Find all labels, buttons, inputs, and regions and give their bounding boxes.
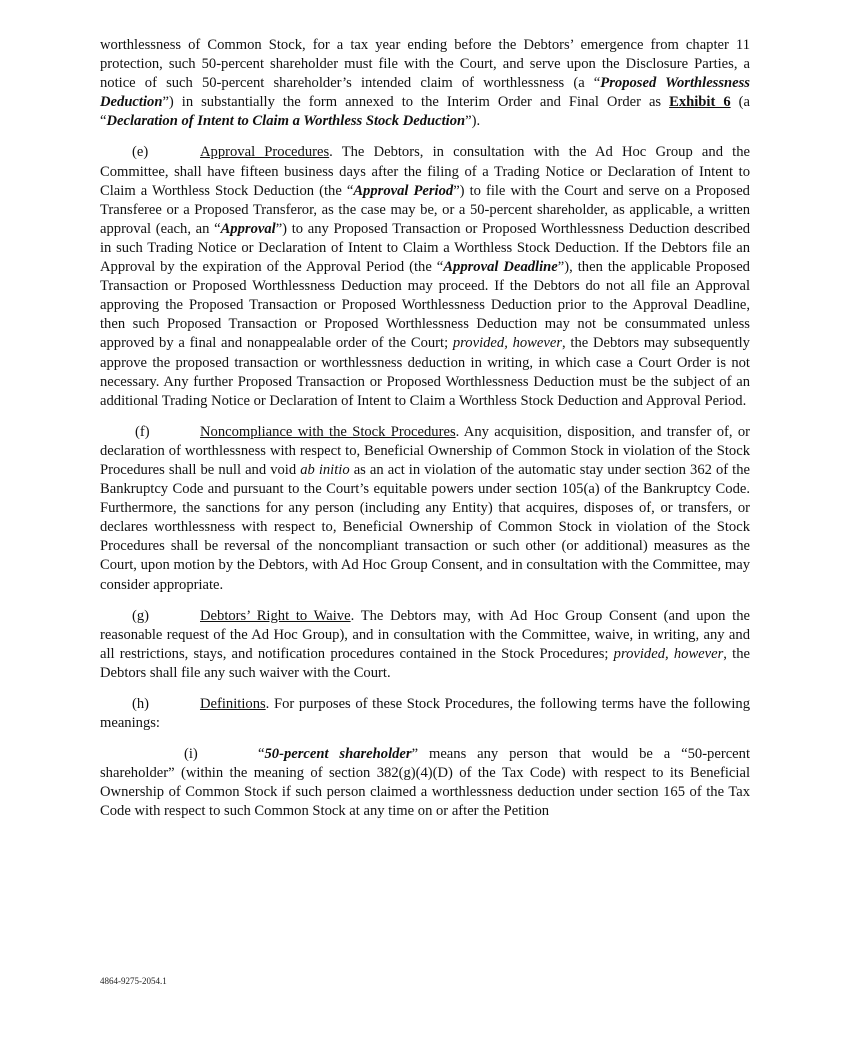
paragraph-number: (i) — [184, 746, 198, 763]
text: worthlessness of Common Stock, for a tax year ending before the Debtors’ emergence from chapter 11 protection, such 50-percent shareholder must file with the Court, and serve upon the Disclosure Parties, a notice of such 50-percent shareholder’s intended claim of worthlessness (a “ — [100, 37, 750, 92]
section-heading: Debtors’ Right to Waive — [200, 607, 351, 624]
italic-text: provided, however — [613, 645, 724, 662]
paragraph-g-right-to-waive — [100, 607, 750, 683]
paragraph-number: (f) — [135, 423, 150, 440]
paragraph-h-definitions — [100, 695, 750, 733]
italic-text: provided, however — [452, 335, 563, 352]
text: , the Debtors shall file any such waiver with the Court. — [100, 645, 750, 681]
text: . Any acquisition, disposition, and transfer of, or declaration of worthlessness with respect to, Beneficial Ownership of Common Stock in violation of the Stock Procedures shall be null and void — [100, 423, 750, 478]
text: ” means any person that would be a “50-percent shareholder” (within the meaning of section 382(g)(4)(D) of the Tax Code) with respect to its Beneficial Ownership of Common Stock if such person claimed a worthlessness deduction under section 165 of the Tax Code with respect to such Common Stock at any time on or after the Petition — [100, 746, 750, 820]
text: . The Debtors may, with Ad Hoc Group Consent (and upon the reasonable request of the Ad Hoc Group), and in consultation with the Committee, waive, in writing, any and all restrictions, stays, and notification procedures contained in the Stock Procedures; — [100, 607, 750, 662]
defined-term: Approval — [220, 220, 276, 237]
paragraph-i-50-percent-shareholder — [100, 745, 750, 821]
paragraph-e-approval-procedures — [100, 143, 750, 410]
text: ”) to any Proposed Transaction or Proposed Worthlessness Deduction described in such Trading Notice or Declaration of Intent to Claim a Worthless Stock Deduction. If the Debtors file an Approval by the expiration of the Approval Period (the “ — [100, 220, 750, 276]
defined-term: Approval Period — [353, 182, 454, 199]
italic-text: ab initio — [300, 461, 350, 478]
text: as an act in violation of the automatic stay under section 362 of the Bankruptcy Code and pursuant to the Court’s equitable powers under section 105(a) of the Bankruptcy Code. Furthermore, the sanctions for any person (including any Entity) that acquires, disposes of, or transfers, or declares worthlessness with respect to, Beneficial Ownership of Common Stock in violation of the Stock Procedures shall be reversal of the noncompliant transaction or such other (or additional) measures as the Court, upon motion by the Debtors, with Ad Hoc Group Consent, and in consultation with the Committee, may consider appropriate. — [100, 461, 750, 593]
document-id-footer: 4864-9275-2054.1 — [100, 976, 167, 986]
section-heading: Definitions — [200, 696, 266, 712]
section-heading: Noncompliance with the Stock Procedures — [200, 423, 456, 440]
paragraph-number: (h) — [132, 696, 150, 712]
text: (a “ — [100, 94, 750, 130]
defined-term: 50-percent shareholder — [264, 746, 412, 763]
paragraph-f-noncompliance — [100, 423, 750, 595]
text: ”) to file with the Court and serve on a Proposed Transferee or a Proposed Transferor, as the case may be, or a 50-percent shareholder, as applicable, a written approval (each, an “ — [100, 182, 750, 237]
document-page — [100, 36, 750, 822]
defined-term: Approval Deadline — [443, 259, 558, 276]
defined-term: Declaration of Intent to Claim a Worthless Stock Deduction — [106, 113, 466, 130]
exhibit-reference: Exhibit 6 — [669, 94, 731, 111]
paragraph-intro — [100, 36, 750, 131]
text: ”), then the applicable Proposed Transaction or Proposed Worthlessness Deduction may proceed. If the Debtors do not all file an Approval approving the Proposed Transaction or Proposed Worthlessness Deduction prior to the Approval Deadline, then such Proposed Transaction or Proposed Worthlessness Deduction may not be consummated unless approved by a final and nonappealable order of the Court; — [100, 259, 750, 352]
text: . The Debtors, in consultation with the Ad Hoc Group and the Committee, shall have fifteen business days after the filing of a Trading Notice or Declaration of Intent to Claim a Worthless Stock Deduction (the “ — [100, 144, 750, 199]
text: “ — [258, 746, 265, 763]
section-heading: Approval Procedures — [200, 144, 330, 161]
text: . For purposes of these Stock Procedures, the following terms have the following meanings: — [100, 696, 750, 732]
paragraph-number: (e) — [132, 144, 149, 161]
defined-term: Proposed Worthlessness Deduction — [100, 75, 750, 111]
text: , the Debtors may subsequently approve the proposed transaction or worthlessness deduction in writing, in which case a Court Order is not necessary. Any further Proposed Transaction or Proposed Worthlessness Deduction must be the subject of an additional Trading Notice or Declaration of Intent to Claim a Worthless Stock Deduction and Approval Period. — [100, 335, 750, 409]
text: ”). — [465, 113, 481, 130]
paragraph-number: (g) — [132, 607, 150, 624]
text: ”) in substantially the form annexed to the Interim Order and Final Order as — [162, 94, 670, 111]
